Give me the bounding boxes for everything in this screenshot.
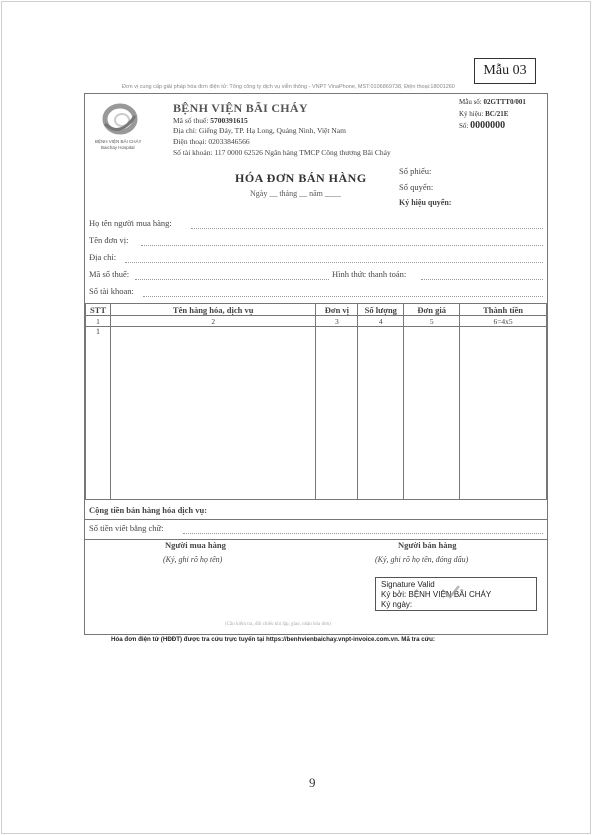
signature-box: [375, 577, 537, 611]
symbol-value: BC/21E: [485, 110, 509, 118]
signed-by: Ký bởi: BỆNH VIỆN BÃI CHÁY: [381, 590, 492, 599]
hospital-logo: [95, 102, 145, 158]
payment-method-label: Hình thức thanh toán:: [332, 269, 407, 279]
table-row: [86, 327, 547, 500]
seller-phone: Điện thoại: 02033846566: [173, 137, 250, 146]
receipt-no-label: Số phiếu:: [399, 166, 432, 176]
items-table: [85, 303, 547, 500]
invoice-date: Ngày __ tháng __ năm ____: [250, 189, 341, 198]
seller-tax-label: Mã số thuế:: [173, 116, 209, 125]
total-label: Cộng tiền bán hàng hóa dịch vụ:: [89, 505, 208, 515]
seller-tax-code: 5700391615: [210, 116, 248, 125]
lookup-line: Hóa đơn điện tử (HĐĐT) được tra cứu trực tuyến tại https://benhvienbaichay.vnpt-invoice.com.vn. Mã tra cứu:: [111, 636, 435, 643]
checkmark-icon: [443, 583, 461, 601]
table-header-cell: Tên hàng hóa, dịch vụ: [110, 304, 315, 316]
buyer-tax-line: [135, 279, 329, 280]
total-divider: [85, 519, 547, 520]
table-header-cell: STT: [86, 304, 111, 316]
provider-line: Đơn vị cung cấp giải pháp hóa đơn điện tử: Tổng công ty dịch vụ viễn thông - VNPT VinaPhone, MST:0106869738, Điện thoại:18001260: [122, 84, 455, 90]
table-number-cell: 3: [316, 316, 358, 327]
table-cell-stt: 1: [86, 327, 111, 500]
template-value: 02GTTT0/001: [483, 98, 526, 106]
buyer-account-line: [143, 296, 543, 297]
invoice-document: [84, 93, 548, 635]
table-cell: [316, 327, 358, 500]
table-header-cell: Đơn vị: [316, 304, 358, 316]
table-header-cell: Thành tiền: [460, 304, 547, 316]
table-number-cell: 6=4x5: [460, 316, 547, 327]
form-code-box: Mẫu 03: [474, 58, 536, 84]
table-number-cell: 1: [86, 316, 111, 327]
buyer-account-label: Số tài khoan:: [89, 286, 134, 296]
symbol-line: [459, 110, 508, 118]
buyer-sign-note: (Ký, ghi rõ họ tên): [163, 555, 223, 564]
symbol-label: Ký hiệu:: [459, 110, 484, 118]
template-line: [459, 98, 526, 106]
unit-name-label: Tên đơn vị:: [89, 235, 129, 245]
signature-valid-label: Signature Valid: [381, 580, 435, 589]
number-value: 0000000: [470, 120, 506, 131]
logo-subtext: Baichay Hospital: [101, 145, 135, 150]
table-header-cell: Số lượng: [358, 304, 404, 316]
address-label: Địa chỉ:: [89, 252, 117, 262]
table-cell: [460, 327, 547, 500]
unit-name-line: [141, 245, 543, 246]
buyer-tax-label: Mã số thuế:: [89, 269, 130, 279]
buyer-sign-title: Người mua hàng: [165, 540, 226, 550]
invoice-title: HÓA ĐƠN BÁN HÀNG: [235, 171, 367, 185]
address-line: [125, 262, 543, 263]
page-number: 9: [309, 775, 316, 790]
table-cell: [358, 327, 404, 500]
signed-date: Ký ngày:: [381, 600, 413, 609]
buyer-name-line: [191, 228, 543, 229]
auth-symbol-label: Ký hiệu quyển:: [399, 198, 452, 207]
table-number-cell: 5: [404, 316, 460, 327]
table-number-cell: 2: [110, 316, 315, 327]
payment-method-line: [421, 279, 543, 280]
hospital-name: BỆNH VIỆN BÃI CHÁY: [173, 101, 308, 115]
seller-sign-note: (Ký, ghi rõ họ tên, đóng dấu): [375, 555, 469, 564]
book-no-label: Số quyển:: [399, 182, 434, 192]
seller-address: Địa chỉ: Giếng Đáy, TP. Hạ Long, Quảng Ninh, Việt Nam: [173, 126, 346, 135]
buyer-name-label: Họ tên người mua hàng:: [89, 218, 172, 228]
logo-text: BỆNH VIỆN BÃI CHÁY: [95, 139, 142, 144]
table-cell: [404, 327, 460, 500]
table-header-cell: Đơn giá: [404, 304, 460, 316]
table-header-row: [86, 304, 547, 316]
table-cell: [110, 327, 315, 500]
template-label: Mẫu số:: [459, 98, 482, 106]
seller-sign-title: Người bán hàng: [398, 540, 457, 550]
number-label: Số:: [459, 122, 469, 130]
seller-tax-line: [173, 116, 248, 125]
table-number-cell: 4: [358, 316, 404, 327]
check-note: (Cần kiểm tra, đối chiếu khi lập, giao, nhận hóa đơn): [225, 622, 331, 627]
seller-account: Số tài khoản: 117 0000 62526 Ngân hàng TMCP Công thương Bãi Cháy: [173, 148, 391, 157]
table-number-row: [86, 316, 547, 327]
amount-words-label: Số tiền viết bằng chữ:: [89, 523, 164, 533]
number-line: [459, 120, 505, 131]
amount-words-line: [183, 533, 543, 534]
words-divider: [85, 539, 547, 540]
